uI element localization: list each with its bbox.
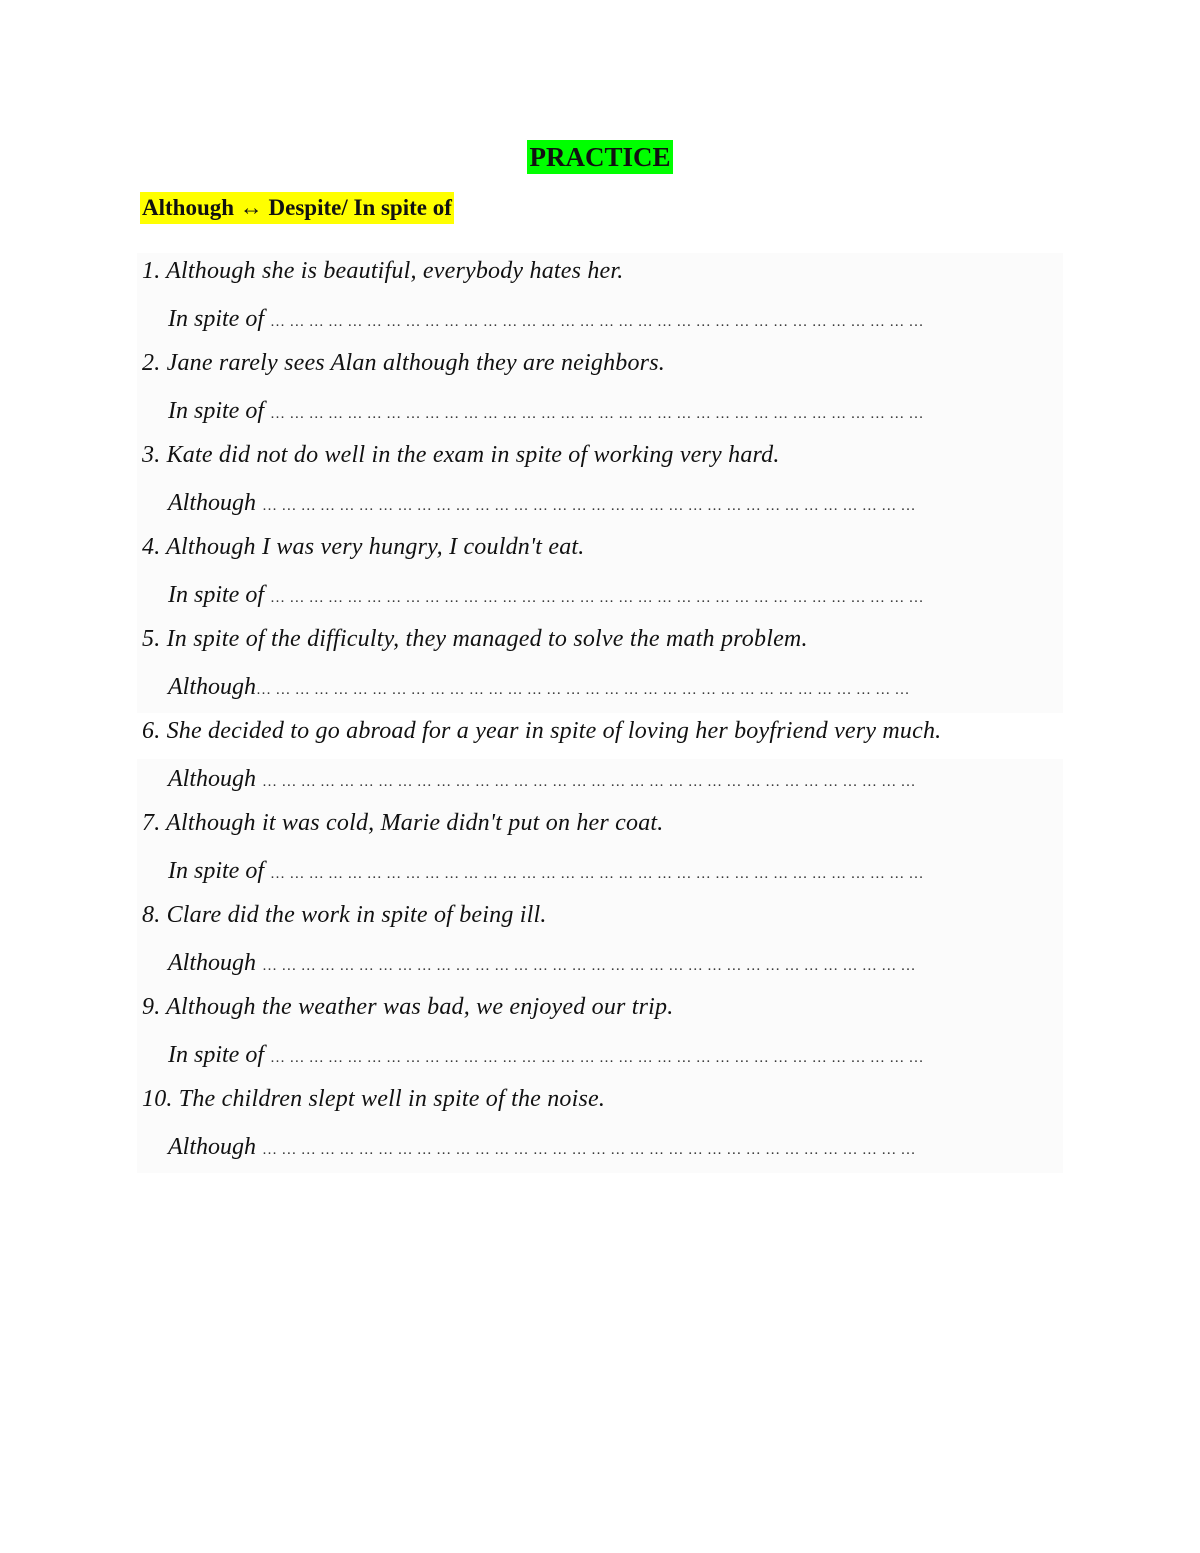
title-container: [0, 140, 1200, 174]
exercise-item: [137, 805, 1063, 897]
exercise-item: [137, 989, 1063, 1081]
answer-prompt: Although: [168, 766, 262, 792]
exercise-question: 7. Although it was cold, Marie didn't put on her coat.: [142, 810, 664, 836]
exercise-item: [137, 345, 1063, 437]
answer-line[interactable]: [137, 483, 1063, 529]
answer-line[interactable]: [137, 1127, 1063, 1173]
exercise-item: [137, 529, 1063, 621]
answer-line[interactable]: [137, 1035, 1063, 1081]
exercise-question: 1. Although she is beautiful, everybody hates her.: [142, 258, 624, 284]
answer-prompt: In spite of: [168, 1042, 270, 1068]
answer-blank[interactable]: … … … … … … … … … … … … … … … … … … … … … … … … … … … … … … … … … …: [270, 866, 924, 882]
exercise-item: [137, 713, 1063, 805]
exercise-question: 5. In spite of the difficulty, they managed to solve the math problem.: [142, 626, 808, 652]
answer-prompt: In spite of: [168, 398, 270, 424]
section-heading: Although ↔ Despite/ In spite of: [140, 192, 454, 224]
answer-blank[interactable]: … … … … … … … … … … … … … … … … … … … … … … … … … … … … … … … … … …: [270, 590, 924, 606]
exercise-item: [137, 621, 1063, 713]
answer-blank[interactable]: … … … … … … … … … … … … … … … … … … … … … … … … … … … … … … … … … …: [262, 958, 916, 974]
answer-prompt: In spite of: [168, 582, 270, 608]
exercise-question: 3. Kate did not do well in the exam in spite of working very hard.: [142, 442, 780, 468]
exercise-question: 10. The children slept well in spite of the noise.: [142, 1086, 606, 1112]
answer-line[interactable]: [137, 299, 1063, 345]
answer-blank[interactable]: … … … … … … … … … … … … … … … … … … … … … … … … … … … … … … … … … …: [262, 774, 916, 790]
answer-line[interactable]: [137, 943, 1063, 989]
answer-line[interactable]: [137, 667, 1063, 713]
answer-blank[interactable]: … … … … … … … … … … … … … … … … … … … … … … … … … … … … … … … … … …: [262, 1142, 916, 1158]
exercise-item: [137, 437, 1063, 529]
exercise-item: [137, 1081, 1063, 1173]
answer-line[interactable]: [137, 575, 1063, 621]
page-title: PRACTICE: [529, 142, 671, 172]
answer-prompt: In spite of: [168, 858, 270, 884]
exercise-question: 6. She decided to go abroad for a year in spite of loving her boyfriend very much.: [137, 713, 1063, 759]
answer-line[interactable]: [137, 391, 1063, 437]
answer-blank[interactable]: … … … … … … … … … … … … … … … … … … … … … … … … … … … … … … … … … …: [270, 406, 924, 422]
exercise-item: [137, 897, 1063, 989]
exercise-list: [137, 253, 1063, 1173]
exercise-question: 4. Although I was very hungry, I couldn't eat.: [142, 534, 585, 560]
answer-prompt: Although: [168, 950, 262, 976]
exercise-question: 2. Jane rarely sees Alan although they are neighbors.: [142, 350, 665, 376]
exercise-question: 8. Clare did the work in spite of being ill.: [142, 902, 547, 928]
answer-prompt: In spite of: [168, 306, 270, 332]
answer-blank[interactable]: … … … … … … … … … … … … … … … … … … … … … … … … … … … … … … … … … …: [270, 314, 924, 330]
answer-prompt: Although: [168, 490, 262, 516]
answer-prompt: Although: [168, 674, 256, 700]
exercise-item: [137, 253, 1063, 345]
exercise-question: 9. Although the weather was bad, we enjoyed our trip.: [142, 994, 674, 1020]
answer-prompt: Although: [168, 1134, 262, 1160]
answer-blank[interactable]: … … … … … … … … … … … … … … … … … … … … … … … … … … … … … … … … … …: [270, 1050, 924, 1066]
answer-blank[interactable]: … … … … … … … … … … … … … … … … … … … … … … … … … … … … … … … … … …: [262, 498, 916, 514]
answer-line[interactable]: [137, 759, 1063, 805]
answer-blank[interactable]: … … … … … … … … … … … … … … … … … … … … … … … … … … … … … … … … … …: [256, 682, 910, 698]
answer-line[interactable]: [137, 851, 1063, 897]
